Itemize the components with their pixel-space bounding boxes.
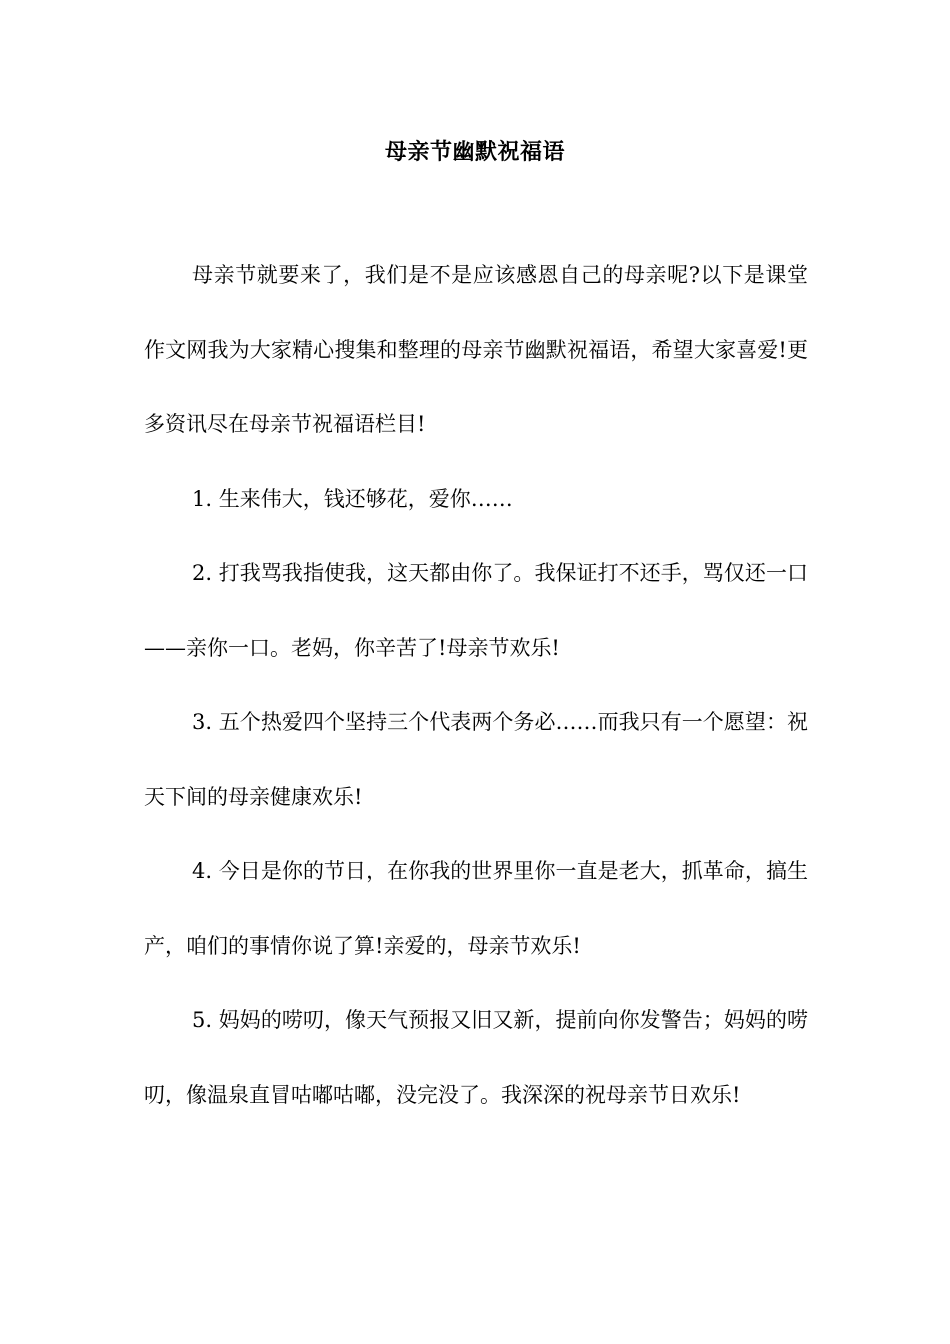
intro-paragraph: 母亲节就要来了，我们是不是应该感恩自己的母亲呢?以下是课堂作文网我为大家精心搜集和整理的母亲节幽默祝福语，希望大家喜爱!更多资讯尽在母亲节祝福语栏目! [144, 263, 808, 436]
document-body [144, 238, 808, 1132]
list-item: 3. 五个热爱四个坚持三个代表两个务必……而我只有一个愿望：祝天下间的母亲健康欢乐! [144, 710, 808, 809]
list-item: 2. 打我骂我指使我，这天都由你了。我保证打不还手，骂仅还一口——亲你一口。老妈，你辛苦了!母亲节欢乐! [144, 561, 808, 660]
document-title: 母亲节幽默祝福语 [384, 139, 565, 165]
list-item: 4. 今日是你的节日，在你我的世界里你一直是老大，抓革命，搞生产，咱们的事情你说了算!亲爱的，母亲节欢乐! [144, 859, 808, 958]
list-item: 1. 生来伟大，钱还够花，爱你…… [192, 486, 513, 511]
list-item: 5. 妈妈的唠叨，像天气预报又旧又新，提前向你发警告；妈妈的唠叨，像温泉直冒咕嘟咕嘟，没完没了。我深深的祝母亲节日欢乐! [144, 1008, 808, 1107]
